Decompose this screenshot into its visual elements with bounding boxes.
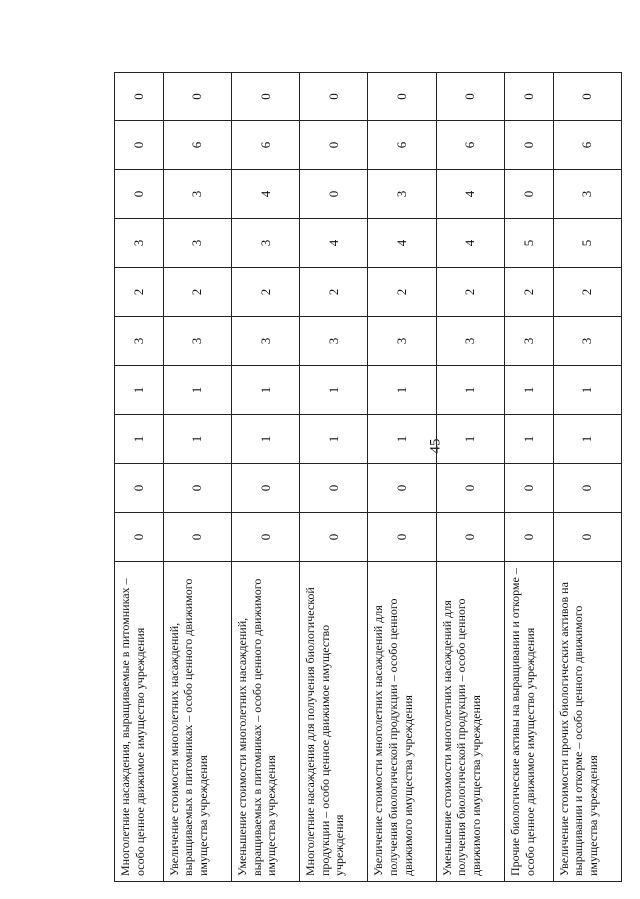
code-digit-cell: 0 — [505, 73, 554, 121]
code-digit-cell: 0 — [300, 464, 368, 513]
code-digit-cell: 0 — [231, 513, 299, 562]
table-body — [115, 73, 622, 882]
code-digit-cell: 3 — [553, 317, 621, 366]
code-digit-cell: 3 — [115, 317, 164, 366]
code-digit-cell: 1 — [115, 366, 164, 415]
code-digit-cell: 2 — [368, 268, 436, 317]
code-digit-cell: 3 — [368, 317, 436, 366]
code-digit-cell: 1 — [553, 415, 621, 464]
code-digit-cell: 0 — [553, 73, 621, 121]
code-digit-cell: 3 — [231, 317, 299, 366]
code-digit-cell: 0 — [300, 170, 368, 219]
code-digit-cell: 0 — [163, 464, 231, 513]
table-row — [300, 73, 368, 882]
row-label: Уменьшение стоимости многолетних насаждений для получения биологической продукции – особо ценного движимого имущества учреждения — [436, 562, 504, 882]
code-digit-cell: 0 — [436, 513, 504, 562]
code-digit-cell: 1 — [505, 366, 554, 415]
code-digit-cell: 6 — [436, 121, 504, 170]
table-row — [115, 73, 164, 882]
table-row — [231, 73, 299, 882]
code-digit-cell: 5 — [553, 219, 621, 268]
row-label: Увеличение стоимости прочих биологических активов на выращивании и откорме – особо ценного движимого имущества учреждения — [553, 562, 621, 882]
code-digit-cell: 4 — [436, 219, 504, 268]
code-digit-cell: 3 — [163, 317, 231, 366]
row-label: Увеличение стоимости многолетних насаждений, выращиваемых в питомниках – особо ценного движимого имущества учреждения — [163, 562, 231, 882]
code-digit-cell: 0 — [505, 513, 554, 562]
code-digit-cell: 2 — [505, 268, 554, 317]
code-digit-cell: 3 — [300, 317, 368, 366]
code-digit-cell: 3 — [163, 219, 231, 268]
table-row — [436, 73, 504, 882]
code-digit-cell: 2 — [115, 268, 164, 317]
code-digit-cell: 0 — [115, 464, 164, 513]
code-digit-cell: 0 — [115, 73, 164, 121]
code-digit-cell: 0 — [300, 121, 368, 170]
code-digit-cell: 1 — [163, 366, 231, 415]
code-digit-cell: 5 — [505, 219, 554, 268]
row-label: Многолетние насаждения, выращиваемые в питомниках – особо ценное движимое имущество учреждения — [115, 562, 164, 882]
code-digit-cell: 3 — [368, 170, 436, 219]
code-digit-cell: 0 — [115, 121, 164, 170]
code-digit-cell: 6 — [163, 121, 231, 170]
code-digit-cell: 0 — [368, 73, 436, 121]
code-digit-cell: 3 — [115, 219, 164, 268]
code-digit-cell: 1 — [300, 366, 368, 415]
code-digit-cell: 4 — [436, 170, 504, 219]
code-digit-cell: 0 — [115, 170, 164, 219]
table-row — [505, 73, 554, 882]
code-digit-cell: 0 — [436, 464, 504, 513]
code-digit-cell: 6 — [368, 121, 436, 170]
code-digit-cell: 2 — [436, 268, 504, 317]
code-digit-cell: 0 — [163, 73, 231, 121]
code-digit-cell: 2 — [300, 268, 368, 317]
code-digit-cell: 6 — [553, 121, 621, 170]
code-digit-cell: 3 — [436, 317, 504, 366]
code-digit-cell: 1 — [505, 415, 554, 464]
code-digit-cell: 0 — [368, 464, 436, 513]
account-codes-table-wrapper — [114, 73, 622, 882]
row-label: Многолетние насаждения для получения биологической продукции – особо ценное движимое имущество учреждения — [300, 562, 368, 882]
row-label: Прочие биологические активы на выращивании и откорме – особо ценное движимое имущество учреждения — [505, 562, 554, 882]
code-digit-cell: 0 — [163, 513, 231, 562]
code-digit-cell: 2 — [553, 268, 621, 317]
code-digit-cell: 3 — [231, 219, 299, 268]
code-digit-cell: 1 — [368, 366, 436, 415]
code-digit-cell: 0 — [115, 513, 164, 562]
code-digit-cell: 4 — [231, 170, 299, 219]
code-digit-cell: 6 — [231, 121, 299, 170]
code-digit-cell: 2 — [231, 268, 299, 317]
code-digit-cell: 1 — [231, 366, 299, 415]
code-digit-cell: 3 — [163, 170, 231, 219]
code-digit-cell: 0 — [368, 513, 436, 562]
code-digit-cell: 0 — [231, 73, 299, 121]
page-number: 45 — [427, 438, 444, 454]
code-digit-cell: 0 — [505, 464, 554, 513]
table-row — [553, 73, 621, 882]
table-row — [163, 73, 231, 882]
row-label: Увеличение стоимости многолетних насаждений для получения биологической продукции – особо ценного движимого имущества учреждения — [368, 562, 436, 882]
code-digit-cell: 1 — [231, 415, 299, 464]
code-digit-cell: 0 — [553, 513, 621, 562]
code-digit-cell: 1 — [436, 366, 504, 415]
code-digit-cell: 0 — [436, 73, 504, 121]
code-digit-cell: 1 — [115, 415, 164, 464]
code-digit-cell: 1 — [368, 415, 436, 464]
code-digit-cell: 3 — [505, 317, 554, 366]
row-label: Уменьшение стоимости многолетних насаждений, выращиваемых в питомниках – особо ценного движимого имущества учреждения — [231, 562, 299, 882]
code-digit-cell: 4 — [300, 219, 368, 268]
code-digit-cell: 1 — [163, 415, 231, 464]
table-row — [368, 73, 436, 882]
code-digit-cell: 3 — [553, 170, 621, 219]
code-digit-cell: 1 — [436, 415, 504, 464]
code-digit-cell: 2 — [163, 268, 231, 317]
code-digit-cell: 0 — [505, 121, 554, 170]
code-digit-cell: 0 — [231, 464, 299, 513]
code-digit-cell: 0 — [300, 513, 368, 562]
code-digit-cell: 4 — [368, 219, 436, 268]
code-digit-cell: 0 — [505, 170, 554, 219]
code-digit-cell: 0 — [553, 464, 621, 513]
code-digit-cell: 0 — [300, 73, 368, 121]
code-digit-cell: 1 — [300, 415, 368, 464]
account-codes-table — [114, 72, 622, 882]
code-digit-cell: 1 — [553, 366, 621, 415]
